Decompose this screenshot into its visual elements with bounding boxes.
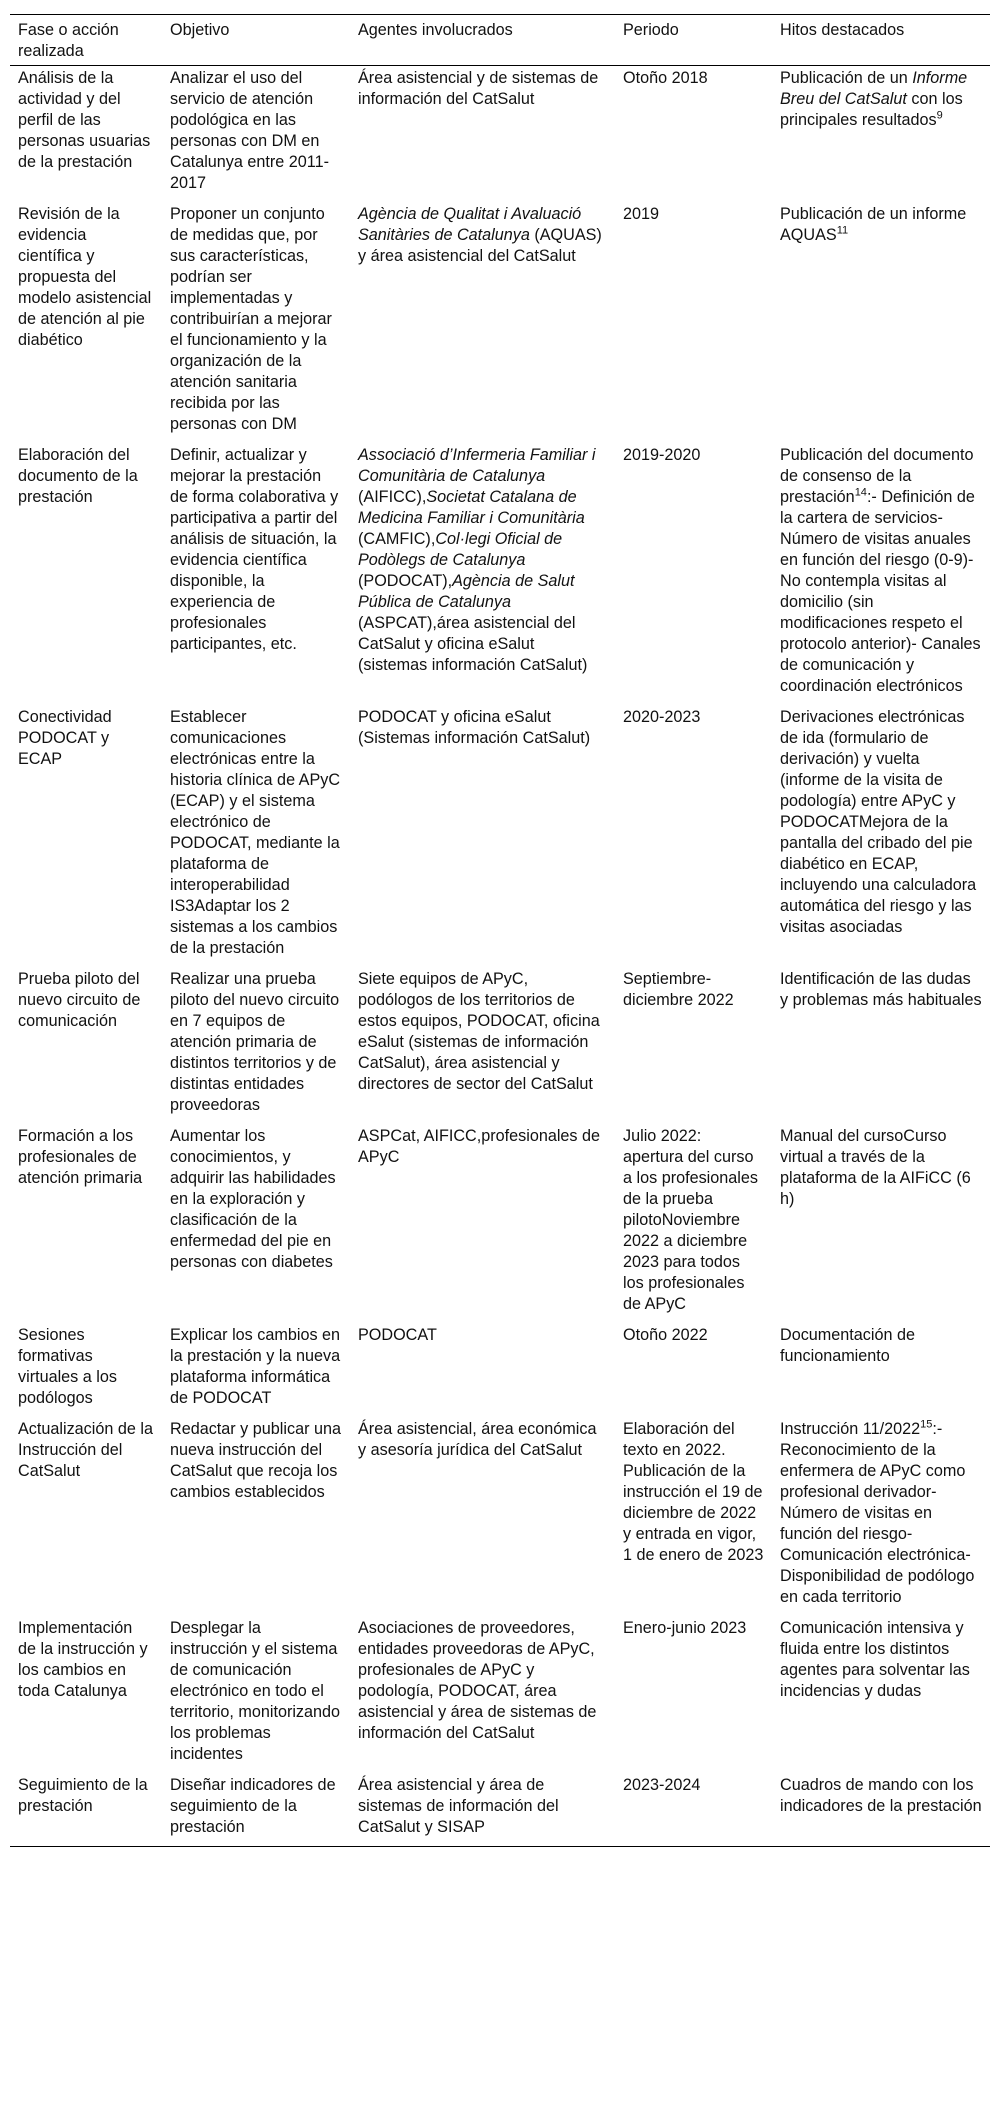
cell-fase: Conectividad PODOCAT y ECAP <box>18 708 112 768</box>
text-segment: Asociaciones de proveedores, entidades proveedoras de APyC, profesionales de APyC y podología, PODOCAT, área asistencial y área de sistemas de información del CatSalut <box>358 1619 597 1742</box>
cell-fase: Elaboración del documento de la prestación <box>18 446 138 506</box>
cell-fase: Análisis de la actividad y del perfil de las personas usuarias de la prestación <box>18 69 151 171</box>
cell-agentes <box>350 1323 615 1417</box>
table-row <box>10 66 990 203</box>
text-segment: Área asistencial, área económica y asesoría jurídica del CatSalut <box>358 1420 597 1459</box>
cell-agentes <box>350 1773 615 1847</box>
cell-hitos <box>772 66 990 203</box>
actions-table <box>10 14 990 1847</box>
text-segment: con los principales resultados <box>780 90 963 129</box>
cell-hitos <box>772 1616 990 1773</box>
cell-objetivo: Proponer un conjunto de medidas que, por sus características, podrían ser implementadas y contribuirían a mejorar el funcionamiento y la organización de la atención sanitaria recibida por las personas con DM <box>170 205 332 433</box>
text-segment: Área asistencial y área de sistemas de información del CatSalut y SISAP <box>358 1776 559 1836</box>
text-segment: Publicación de un <box>780 69 913 87</box>
cell-objetivo: Realizar una prueba piloto del nuevo circuito en 7 equipos de atención primaria de distintos territorios y de distintas entidades proveedoras <box>170 970 340 1114</box>
reference-superscript: 14 <box>854 486 867 499</box>
cell-agentes <box>350 66 615 203</box>
table-row <box>10 1323 990 1417</box>
text-segment: Área asistencial y de sistemas de información del CatSalut <box>358 69 599 108</box>
cell-periodo: Otoño 2018 <box>623 69 708 87</box>
cell-periodo: 2019 <box>623 205 660 223</box>
text-segment: Societat Catalana de Medicina Familiar i Comunitària <box>358 488 585 527</box>
cell-fase: Revisión de la evidencia científica y propuesta del modelo asistencial de atención al pie diabético <box>18 205 152 349</box>
text-segment: Cuadros de mando con los indicadores de la prestación <box>780 1776 982 1815</box>
table-row <box>10 1616 990 1773</box>
text-segment: :- Definición de la cartera de servicios- Número de visitas anuales en función del riesgo (0-9)- No contempla visitas al domicilio (sin modificaciones respeto el protocolo anterior)- Canales de comunicación y coordinación electrónicos <box>780 488 981 695</box>
text-segment: Col·legi Oficial de Podòlegs de Catalunya <box>358 530 563 569</box>
cell-objetivo: Redactar y publicar una nueva instrucción del CatSalut que recoja los cambios establecidos <box>170 1420 341 1501</box>
cell-periodo: Enero-junio 2023 <box>623 1619 747 1637</box>
header-fase: Fase o acción realizada <box>10 15 162 66</box>
cell-hitos <box>772 967 990 1124</box>
text-segment: (CAMFIC), <box>358 530 436 548</box>
table-body <box>10 66 990 1847</box>
text-segment: Agència de Qualitat i Avaluació Sanitàries de Catalunya <box>358 205 582 244</box>
text-segment: :- Reconocimiento de la enfermera de APyC como profesional derivador- Número de visitas en función del riesgo- Comunicación electrónica- Disponibilidad de podólogo en cada territorio <box>780 1420 975 1606</box>
header-hitos: Hitos destacados <box>772 15 990 66</box>
cell-hitos <box>772 1417 990 1616</box>
text-segment: Publicación del documento de consenso de la prestación <box>780 446 974 506</box>
cell-agentes <box>350 443 615 705</box>
cell-agentes <box>350 1417 615 1616</box>
cell-objetivo: Explicar los cambios en la prestación y la nueva plataforma informática de PODOCAT <box>170 1326 341 1407</box>
cell-hitos <box>772 443 990 705</box>
cell-periodo: Julio 2022: apertura del curso a los profesionales de la prueba pilotoNoviembre 2022 a diciembre 2023 para todos los profesionales de APyC <box>623 1127 758 1313</box>
cell-fase: Prueba piloto del nuevo circuito de comunicación <box>18 970 141 1030</box>
text-segment: Publicación de un informe AQUAS <box>780 205 967 244</box>
text-segment: (PODOCAT), <box>358 572 453 590</box>
text-segment: ASPCat, AIFICC,profesionales de APyC <box>358 1127 601 1166</box>
cell-objetivo: Desplegar la instrucción y el sistema de comunicación electrónico en todo el territorio, monitorizando los problemas incidentes <box>170 1619 341 1763</box>
cell-fase: Actualización de la Instrucción del CatSalut <box>18 1420 153 1480</box>
cell-hitos <box>772 1124 990 1323</box>
cell-periodo: 2020-2023 <box>623 708 701 726</box>
cell-agentes <box>350 202 615 443</box>
reference-superscript: 11 <box>836 224 849 237</box>
reference-superscript: 9 <box>936 109 943 122</box>
header-periodo: Periodo <box>615 15 772 66</box>
text-segment: Informe Breu del CatSalut <box>780 69 968 108</box>
cell-periodo: 2023-2024 <box>615 1773 772 1847</box>
text-segment: Manual del cursoCurso virtual a través de la plataforma de la AIFiCC (6 h) <box>780 1127 971 1208</box>
text-segment: Siete equipos de APyC, podólogos de los territorios de estos equipos, PODOCAT, oficina eSalut (sistemas de información CatSalut), área asistencial y directores de sector del CatSalut <box>358 970 600 1093</box>
header-objetivo: Objetivo <box>162 15 350 66</box>
table-row <box>10 1417 990 1616</box>
cell-periodo: Elaboración del texto en 2022. Publicación de la instrucción el 19 de diciembre de 2022 y entrada en vigor, 1 de enero de 2023 <box>623 1420 764 1564</box>
cell-hitos <box>772 202 990 443</box>
cell-periodo: Septiembre-diciembre 2022 <box>623 970 734 1009</box>
header-agentes: Agentes involucrados <box>350 15 615 66</box>
text-segment: Comunicación intensiva y fluida entre los distintos agentes para solventar las incidencias y dudas <box>780 1619 970 1700</box>
cell-objetivo: Aumentar los conocimientos, y adquirir las habilidades en la exploración y clasificación de la enfermedad del pie en personas con diabetes <box>170 1127 336 1271</box>
cell-objetivo: Definir, actualizar y mejorar la prestación de forma colaborativa y participativa a partir del análisis de situación, la evidencia científica disponible, la experiencia de profesionales participantes, etc. <box>170 446 339 653</box>
table-row <box>10 967 990 1124</box>
cell-hitos <box>772 1773 990 1847</box>
cell-agentes <box>350 705 615 967</box>
table-row <box>10 443 990 705</box>
text-segment: PODOCAT y oficina eSalut (Sistemas información CatSalut) <box>358 708 591 747</box>
table-row <box>10 202 990 443</box>
cell-agentes <box>350 1616 615 1773</box>
text-segment: (ASPCAT),área asistencial del CatSalut y oficina eSalut (sistemas información CatSalut) <box>358 614 588 674</box>
cell-fase: Formación a los profesionales de atención primaria <box>18 1127 143 1187</box>
cell-objetivo: Diseñar indicadores de seguimiento de la prestación <box>162 1773 350 1847</box>
cell-agentes <box>350 967 615 1124</box>
text-segment: Instrucción 11/2022 <box>780 1420 921 1438</box>
table-header-row <box>10 15 990 66</box>
text-segment: Agència de Salut Pública de Catalunya <box>358 572 575 611</box>
text-segment: Identificación de las dudas y problemas más habituales <box>780 970 982 1009</box>
text-segment: (AQUAS) y área asistencial del CatSalut <box>358 226 602 265</box>
cell-periodo: 2019-2020 <box>623 446 701 464</box>
table-row <box>10 1773 990 1847</box>
cell-hitos <box>772 705 990 967</box>
cell-objetivo: Establecer comunicaciones electrónicas entre la historia clínica de APyC (ECAP) y el sistema electrónico de PODOCAT, mediante la plataforma de interoperabilidad IS3Adaptar los 2 sistemas a los cambios de la prestación <box>170 708 341 957</box>
text-segment: (AIFICC), <box>358 488 427 506</box>
text-segment: PODOCAT <box>358 1326 437 1344</box>
cell-objetivo: Analizar el uso del servicio de atención podológica en las personas con DM en Catalunya entre 2011-2017 <box>170 69 329 192</box>
text-segment: Associació d’Infermeria Familiar i Comunitària de Catalunya <box>358 446 596 485</box>
cell-agentes <box>350 1124 615 1323</box>
table-row <box>10 1124 990 1323</box>
cell-fase: Implementación de la instrucción y los cambios en toda Catalunya <box>18 1619 148 1700</box>
text-segment: Documentación de funcionamiento <box>780 1326 915 1365</box>
cell-fase: Seguimiento de la prestación <box>10 1773 162 1847</box>
table-row <box>10 705 990 967</box>
cell-fase: Sesiones formativas virtuales a los podólogos <box>18 1326 117 1407</box>
text-segment: Derivaciones electrónicas de ida (formulario de derivación) y vuelta (informe de la visita de podología) entre APyC y PODOCATMejora de la pantalla del cribado del pie diabético en ECAP, incluyendo una calculadora automática del riesgo y las visitas asociadas <box>780 708 977 936</box>
cell-hitos <box>772 1323 990 1417</box>
cell-periodo: Otoño 2022 <box>623 1326 708 1344</box>
reference-superscript: 15 <box>920 1418 933 1431</box>
